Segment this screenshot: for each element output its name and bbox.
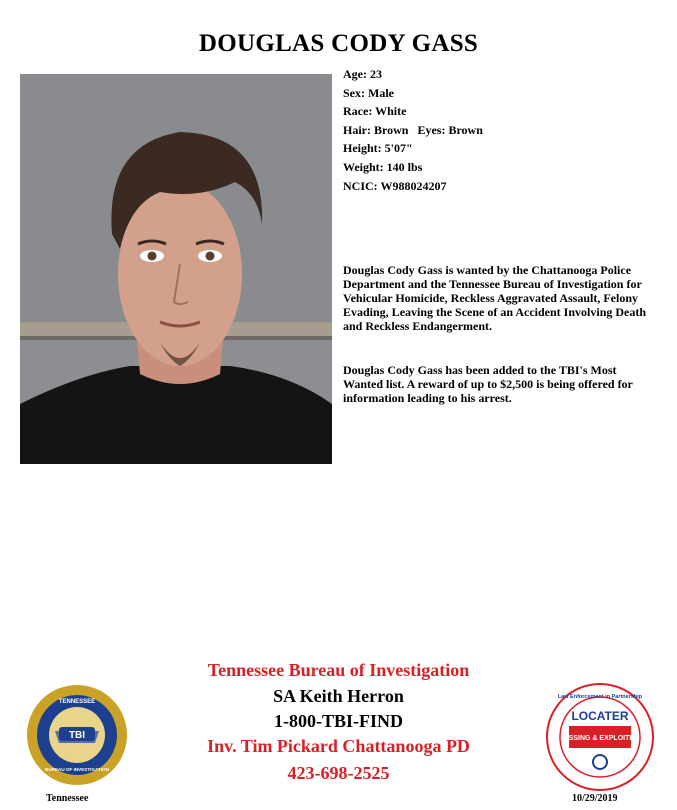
poster-date: 10/29/2019 <box>572 793 618 804</box>
reward-paragraph: Douglas Cody Gass has been added to the TBI's Most Wanted list. A reward of up to $2,500 is being offered for information leading to his arrest. <box>343 363 633 405</box>
investigator-name: Inv. Tim Pickard Chattanooga PD <box>207 736 470 756</box>
sex-field: Sex: Male <box>343 85 394 100</box>
svg-text:TBI: TBI <box>68 730 86 741</box>
svg-text:Law Enforcement in Partnership: Law Enforcement in Partnership <box>557 694 643 700</box>
height-field: Height: 5'07" <box>343 141 413 156</box>
svg-text:MISSING & EXPLOITED: MISSING & EXPLOITED <box>560 735 640 742</box>
hair-eyes-field: Hair: Brown Eyes: Brown <box>343 122 483 137</box>
svg-text:BUREAU OF INVESTIGATION: BUREAU OF INVESTIGATION <box>45 767 109 772</box>
agency-name: Tennessee Bureau of Investigation <box>207 660 470 680</box>
race-field: Race: White <box>343 104 407 119</box>
wanted-person-name: DOUGLAS CODY GASS <box>198 30 479 57</box>
svg-text:LOCATER: LOCATER <box>571 709 629 723</box>
tbi-phone: 1-800-TBI-FIND <box>274 711 403 731</box>
svg-text:TENNESSEE: TENNESSEE <box>58 699 96 705</box>
weight-field: Weight: 140 lbs <box>343 159 423 174</box>
suspect-photo <box>20 74 332 464</box>
charges-paragraph: Douglas Cody Gass is wanted by the Chattanooga Police Department and the Tennessee Bureau of Investigation for Vehicular Homicide, Reckless Aggravated Assault, Felony Evading, Leaving the Scene of an Accident Involving Death and Reckless Endangerment. <box>343 263 647 333</box>
physical-details <box>343 65 483 195</box>
tbi-seal-logo <box>25 683 129 787</box>
age-field: Age: 23 <box>343 67 382 81</box>
seal-caption: Tennessee <box>46 793 89 804</box>
investigator-phone: 423-698-2525 <box>287 763 390 783</box>
locater-logo <box>545 682 655 792</box>
agent-name: SA Keith Herron <box>273 686 404 706</box>
ncic-field: NCIC: W988024207 <box>343 178 447 193</box>
